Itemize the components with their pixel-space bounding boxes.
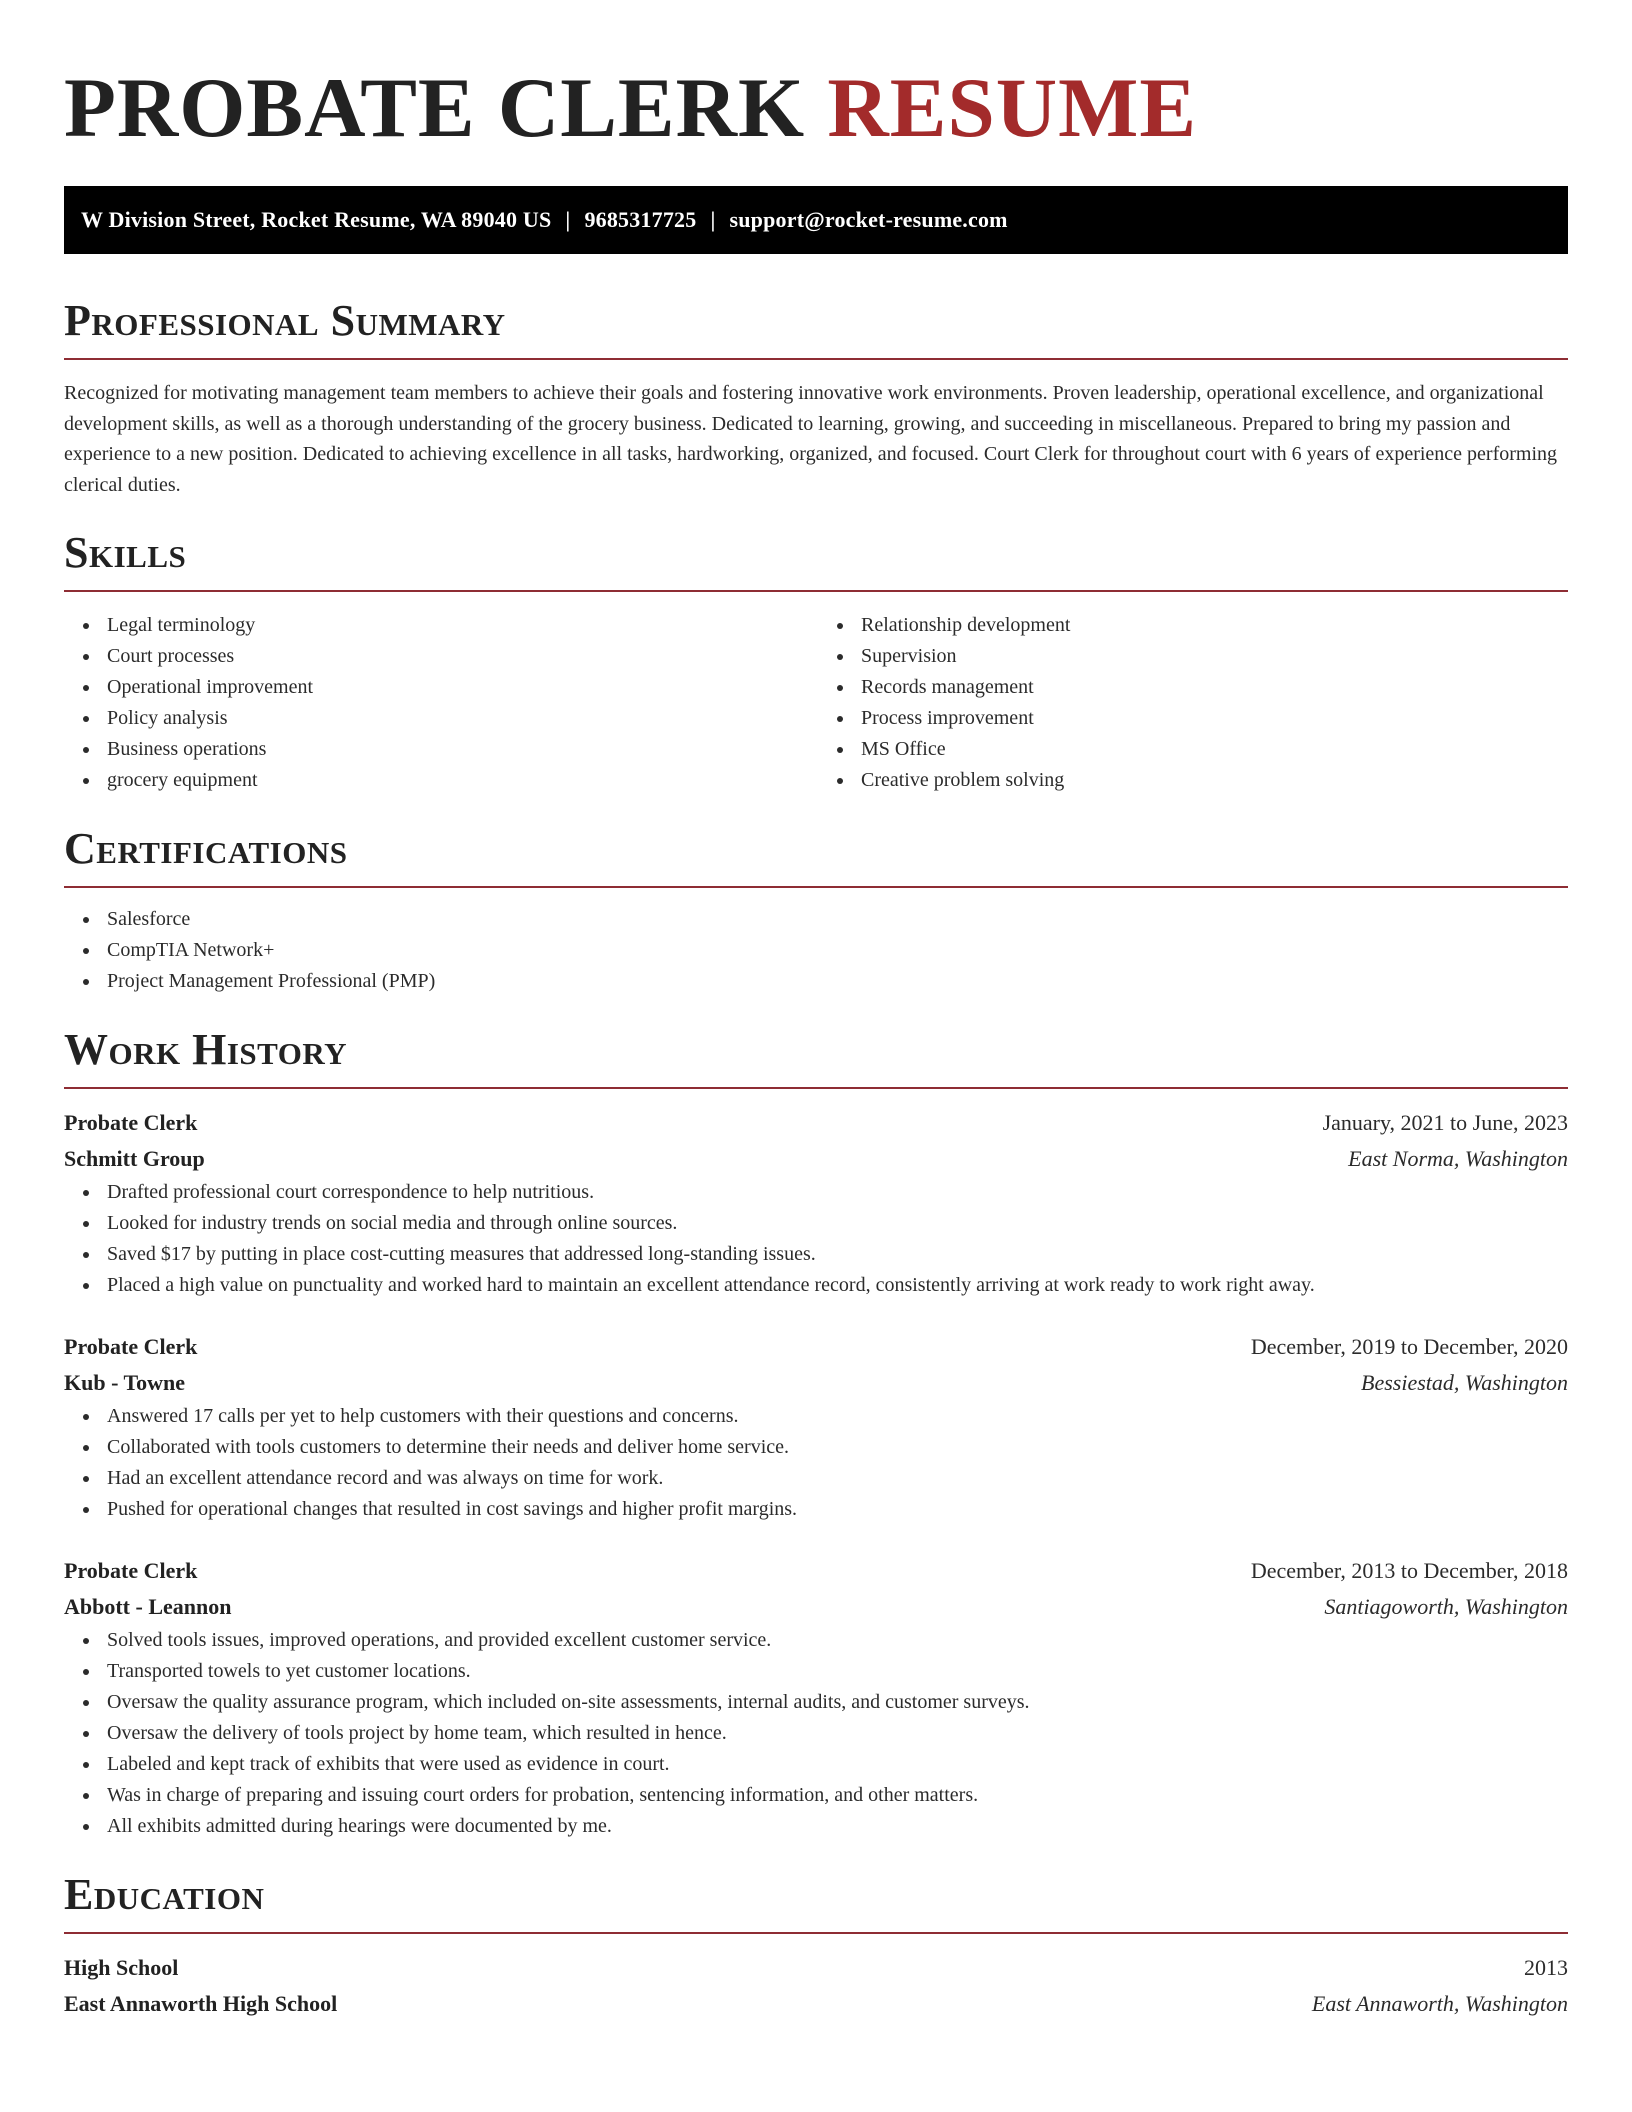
title-accent: RESUME (827, 61, 1198, 155)
skill-item: MS Office (818, 734, 1568, 765)
skill-item: Operational improvement (64, 672, 814, 703)
job-duty: Looked for industry trends on social media and through online sources. (64, 1208, 1568, 1239)
job-duty: Saved $17 by putting in place cost-cutting measures that addressed long-standing issues. (64, 1239, 1568, 1270)
work-history-section (64, 1025, 1568, 1842)
job-duty: Labeled and kept track of exhibits that were used as evidence in court. (64, 1749, 1568, 1780)
job-duty: Oversaw the quality assurance program, which included on-site assessments, internal audits, and customer surveys. (64, 1687, 1568, 1718)
skill-item: grocery equipment (64, 765, 814, 796)
skill-item: Relationship development (818, 610, 1568, 641)
job-title: Probate Clerk (64, 1110, 198, 1135)
skills-list-right (818, 610, 1568, 796)
job-duty: Drafted professional court correspondence to help nutritious. (64, 1177, 1568, 1208)
job-duties (64, 1625, 1568, 1842)
certifications-list (64, 904, 1568, 997)
education-degree: High School (64, 1955, 179, 1980)
job-company: Schmitt Group (64, 1146, 205, 1171)
skill-item: Policy analysis (64, 703, 814, 734)
skill-item: Legal terminology (64, 610, 814, 641)
job-duty: Pushed for operational changes that resulted in cost savings and higher profit margins. (64, 1494, 1568, 1525)
job-entry (64, 1329, 1568, 1525)
skills-section (64, 528, 1568, 796)
contact-separator: | (710, 207, 716, 232)
certification-item: Salesforce (64, 904, 1568, 935)
title-main: PROBATE CLERK (64, 61, 806, 155)
section-divider (64, 1087, 1568, 1089)
skill-item: Records management (818, 672, 1568, 703)
job-entry (64, 1105, 1568, 1301)
education-location: East Annaworth, Washington (1311, 1991, 1568, 2016)
section-divider (64, 1932, 1568, 1934)
section-divider (64, 590, 1568, 592)
resume-title (64, 56, 1568, 158)
skills-heading: Skills (64, 528, 187, 577)
education-entry (64, 1950, 1568, 2022)
job-title: Probate Clerk (64, 1334, 198, 1359)
job-dates: December, 2013 to December, 2018 (1250, 1558, 1568, 1583)
job-dates: December, 2019 to December, 2020 (1250, 1334, 1568, 1359)
contact-email: support@rocket-resume.com (729, 207, 1008, 232)
contact-phone: 9685317725 (584, 207, 697, 232)
work-history-heading: Work History (64, 1025, 348, 1074)
job-company: Kub - Towne (64, 1370, 186, 1395)
job-duty: Answered 17 calls per yet to help customers with their questions and concerns. (64, 1401, 1568, 1432)
education-section (64, 1870, 1568, 2022)
skill-item: Supervision (818, 641, 1568, 672)
summary-heading: Professional Summary (64, 296, 506, 345)
summary-section (64, 296, 1568, 500)
job-location: East Norma, Washington (1348, 1146, 1568, 1171)
job-title: Probate Clerk (64, 1558, 198, 1583)
certification-item: Project Management Professional (PMP) (64, 966, 1568, 997)
job-duty: Oversaw the delivery of tools project by home team, which resulted in hence. (64, 1718, 1568, 1749)
job-duty: Placed a high value on punctuality and worked hard to maintain an excellent attendance record, consistently arriving at work ready to work right away. (64, 1270, 1568, 1301)
skill-item: Process improvement (818, 703, 1568, 734)
summary-text: Recognized for motivating management team members to achieve their goals and fostering innovative work environments. Proven leadership, operational excellence, and organizational development skills, as well as a thorough understanding of the grocery business. Dedicated to learning, growing, and succeeding in miscellaneous. Prepared to bring my passion and experience to a new position. Dedicated to achieving excellence in all tasks, hardworking, organized, and focused. Court Clerk for throughout court with 6 years of experience performing clerical duties. (64, 382, 1558, 496)
contact-address: W Division Street, Rocket Resume, WA 89040 US (81, 207, 552, 232)
job-entry (64, 1553, 1568, 1842)
job-location: Santiagoworth, Washington (1324, 1594, 1568, 1619)
job-duty: Transported towels to yet customer locations. (64, 1656, 1568, 1687)
education-heading: Education (64, 1870, 265, 1919)
job-duties (64, 1177, 1568, 1301)
contact-separator: | (565, 207, 571, 232)
job-duty: Had an excellent attendance record and was always on time for work. (64, 1463, 1568, 1494)
section-divider (64, 358, 1568, 360)
education-year: 2013 (1524, 1955, 1568, 1980)
certifications-section (64, 824, 1568, 997)
job-duty: Collaborated with tools customers to determine their needs and deliver home service. (64, 1432, 1568, 1463)
section-divider (64, 886, 1568, 888)
job-duty: Was in charge of preparing and issuing court orders for probation, sentencing information, and other matters. (64, 1780, 1568, 1811)
skill-item: Business operations (64, 734, 814, 765)
skills-list-left (64, 610, 814, 796)
certification-item: CompTIA Network+ (64, 935, 1568, 966)
job-duty: Solved tools issues, improved operations, and provided excellent customer service. (64, 1625, 1568, 1656)
education-school: East Annaworth High School (64, 1991, 338, 2016)
job-dates: January, 2021 to June, 2023 (1322, 1110, 1568, 1135)
job-company: Abbott - Leannon (64, 1594, 232, 1619)
job-duty: All exhibits admitted during hearings were documented by me. (64, 1811, 1568, 1842)
job-duties (64, 1401, 1568, 1525)
certifications-heading: Certifications (64, 824, 348, 873)
contact-bar (64, 186, 1568, 254)
skill-item: Creative problem solving (818, 765, 1568, 796)
skill-item: Court processes (64, 641, 814, 672)
job-location: Bessiestad, Washington (1361, 1370, 1568, 1395)
